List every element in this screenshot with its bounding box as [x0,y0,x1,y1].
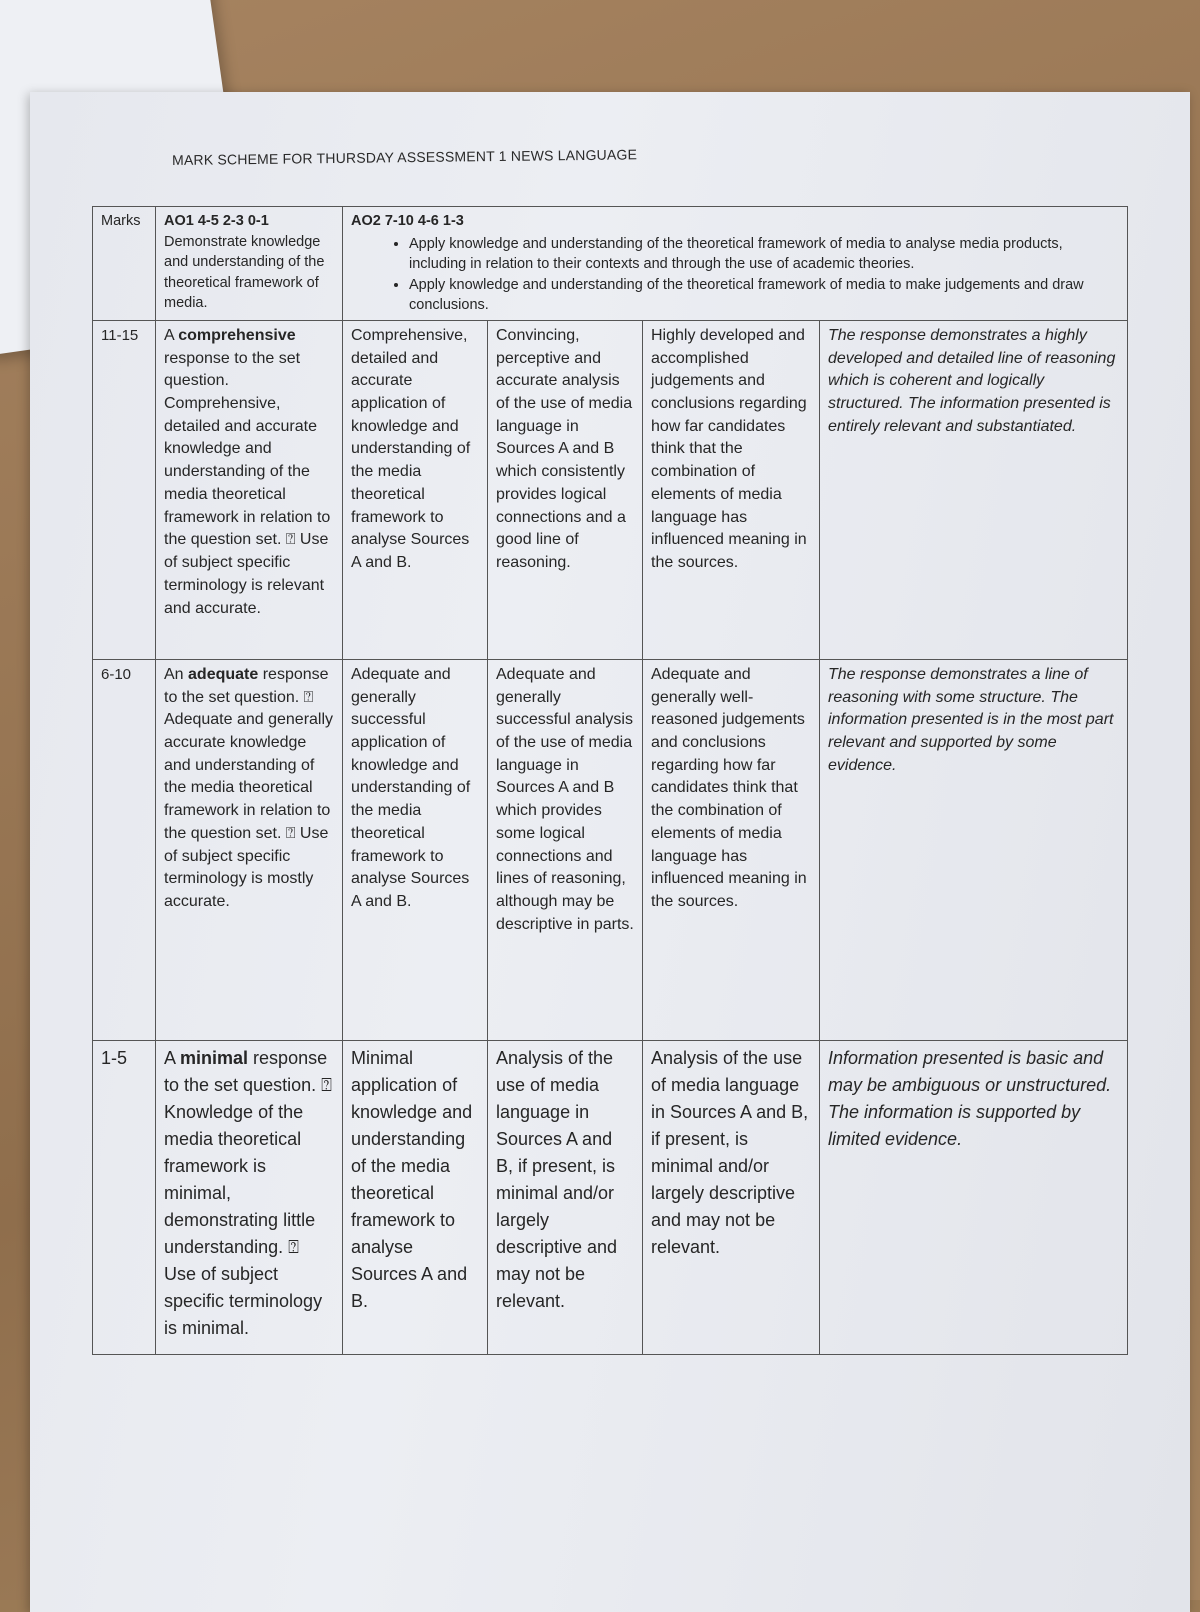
reasoning-descriptor: Information presented is basic and may be ambiguous or unstructured. The information is supported by limited evidence. [820,1040,1128,1354]
reasoning-descriptor: The response demonstrates a highly developed and detailed line of reasoning which is coherent and logically structured. The information presented is entirely relevant and substantiated. [820,320,1128,659]
reasoning-descriptor: The response demonstrates a line of reasoning with some structure. The information presented is in the most part relevant and supported by some evidence. [820,659,1128,1040]
judgement-descriptor: Highly developed and accomplished judgements and conclusions regarding how far candidates think that the combination of elements of media language has influenced meaning in the sources. [643,320,820,659]
application-descriptor: Adequate and generally successful application of knowledge and understanding of the media theoretical framework to analyse Sources A and B. [343,659,488,1040]
analysis-descriptor: Analysis of the use of media language in Sources A and B, if present, is minimal and/or largely descriptive and may not be relevant. [488,1040,643,1354]
ao1-description: Demonstrate knowledge and understanding of the theoretical framework of media. [164,233,325,312]
ao1-heading: AO1 4-5 2-3 0-1 [164,213,269,229]
marks-header: Marks [93,207,156,321]
ao1-descriptor: An adequate response to the set question. ⍰ Adequate and generally accurate knowledge and understanding of the media theoretical framework in relation to the question set. ⍰ Use of subject specific terminology is mostly accurate. [156,659,343,1040]
ao1-descriptor: A minimal response to the set question. ⍰ Knowledge of the media theoretical framework is minimal, demonstrating little understanding. ⍰ Use of subject specific terminology is minimal. [156,1040,343,1354]
ao2-header-cell [343,207,1128,321]
ao1-header-cell [156,207,343,321]
ao2-heading: AO2 7-10 4-6 1-3 [351,213,464,229]
application-descriptor: Comprehensive, detailed and accurate application of knowledge and understanding of the media theoretical framework to analyse Sources A and B. [343,320,488,659]
band-row-low [93,1040,1128,1354]
application-descriptor: Minimal application of knowledge and understanding of the media theoretical framework to analyse Sources A and B. [343,1040,488,1354]
ao2-bullet-list [351,234,1119,316]
judgement-descriptor: Adequate and generally well-reasoned judgements and conclusions regarding how far candidates think that the combination of elements of media language has influenced meaning in the sources. [643,659,820,1040]
document-title: MARK SCHEME FOR THURSDAY ASSESSMENT 1 NEWS LANGUAGE [172,146,638,168]
header-row [93,207,1128,321]
ao2-bullet: • Apply knowledge and understanding of the theoretical framework of media to analyse media products, including in relation to their contexts and through the use of academic theories. [409,234,1119,275]
band-row-mid [93,659,1128,1040]
analysis-descriptor: Convincing, perceptive and accurate analysis of the use of media language in Sources A and B which consistently provides logical connections and a good line of reasoning. [488,320,643,659]
band-marks: 6-10 [93,659,156,1040]
band-marks: 11-15 [93,320,156,659]
analysis-descriptor: Adequate and generally successful analysis of the use of media language in Sources A and B which provides some logical connections and lines of reasoning, although may be descriptive in parts. [488,659,643,1040]
judgement-descriptor: Analysis of the use of media language in Sources A and B, if present, is minimal and/or largely descriptive and may not be relevant. [643,1040,820,1354]
ao2-bullet: • Apply knowledge and understanding of the theoretical framework of media to make judgements and draw conclusions. [409,275,1119,316]
band-row-high [93,320,1128,659]
mark-scheme-table [92,206,1128,1355]
band-marks: 1-5 [93,1040,156,1354]
ao1-descriptor: A comprehensive response to the set question. Comprehensive, detailed and accurate knowledge and understanding of the media theoretical framework in relation to the question set. ⍰ Use of subject specific terminology is relevant and accurate. [156,320,343,659]
